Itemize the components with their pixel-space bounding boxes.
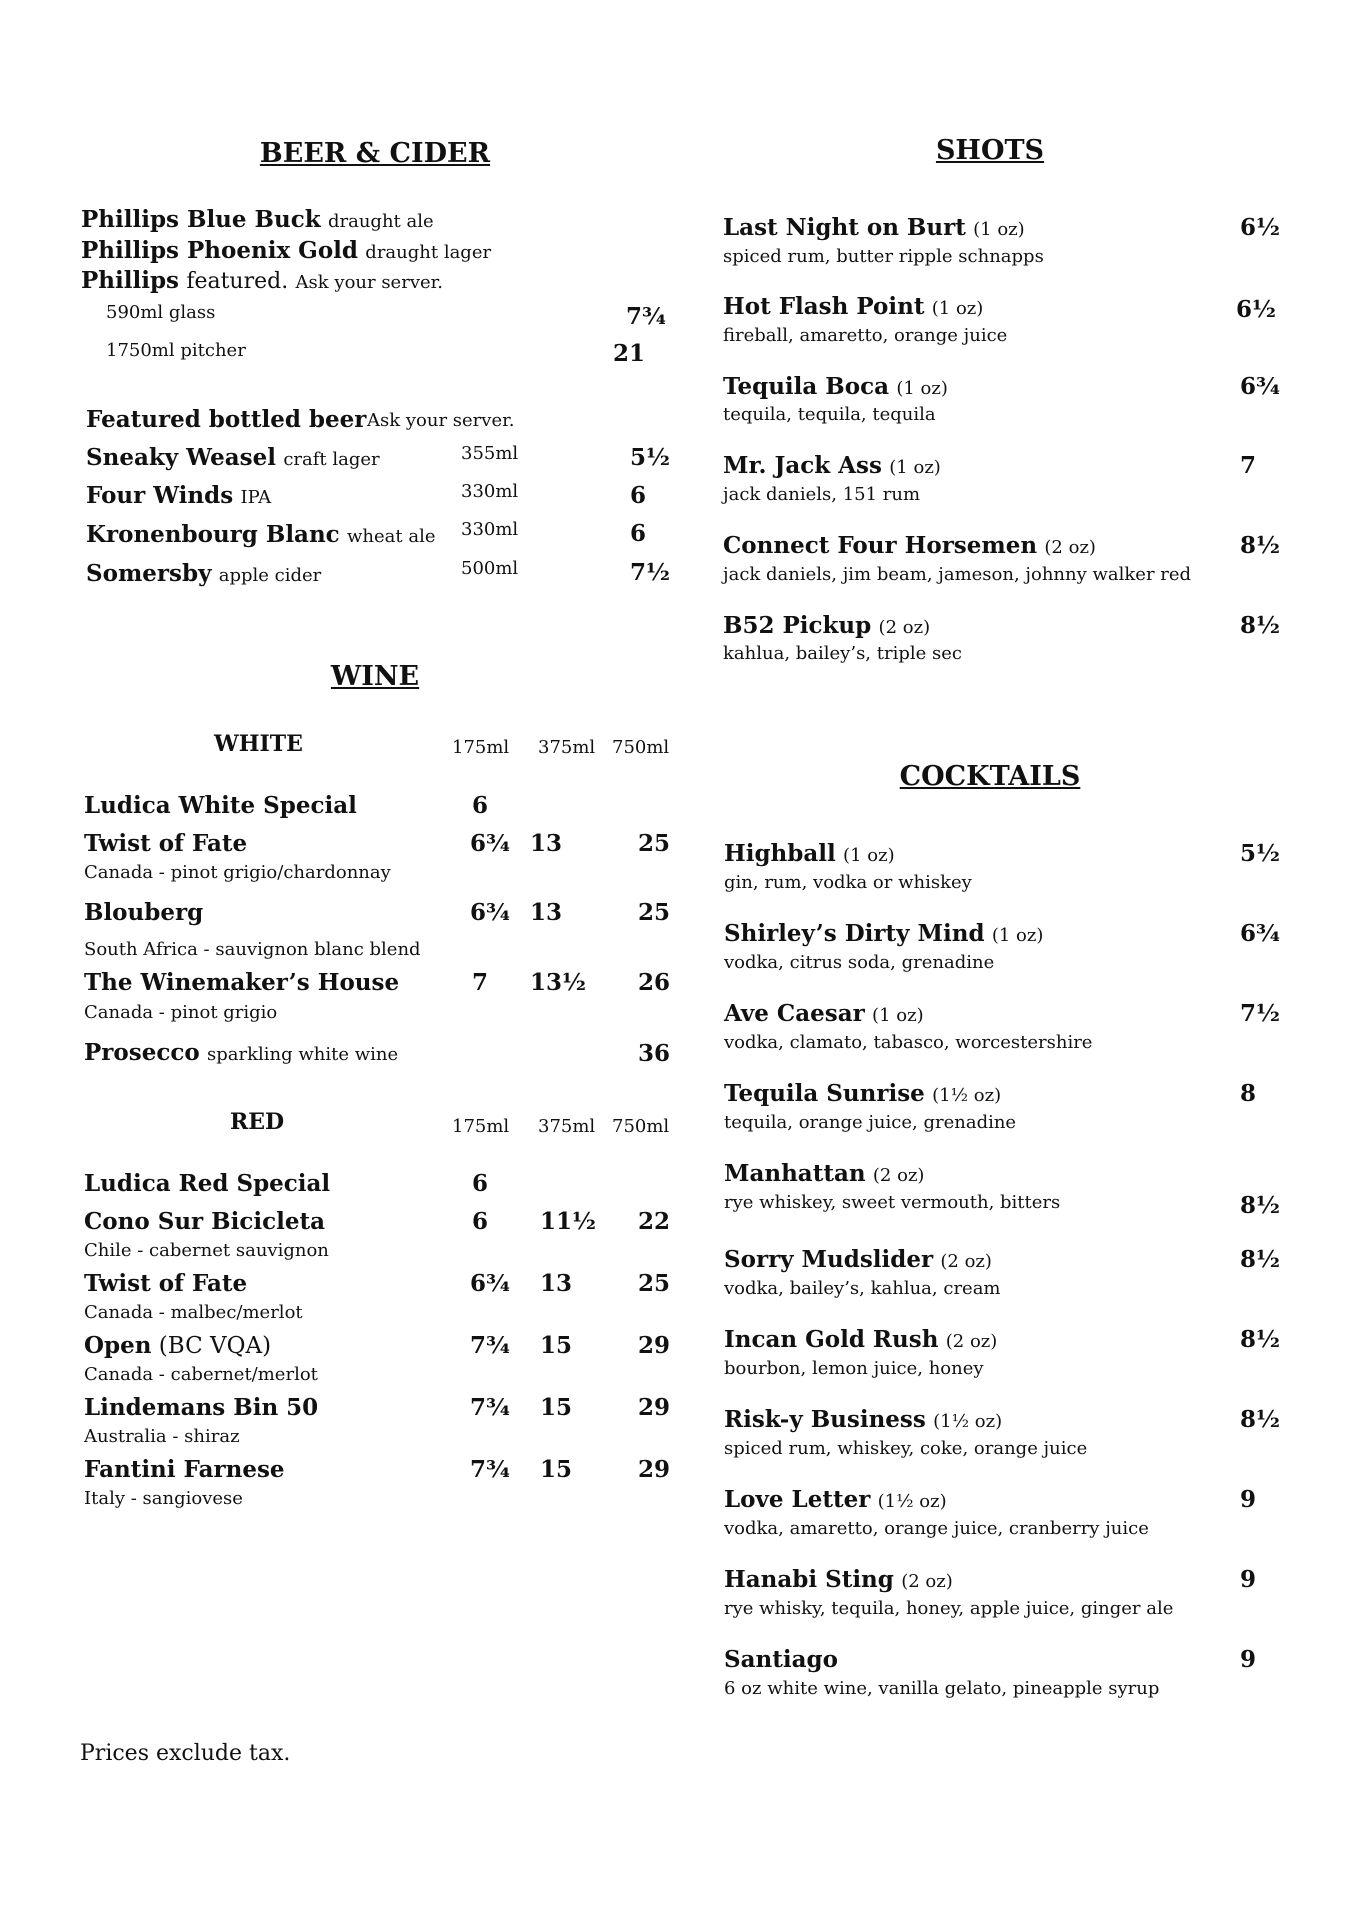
cocktail-size: (2 oz) — [901, 1571, 953, 1592]
cocktail-desc: bourbon, lemon juice, honey — [724, 1358, 984, 1379]
cocktail-price: 9 — [1240, 1486, 1257, 1513]
wine-price-175: 6 — [472, 1208, 489, 1235]
wine-price-175: 7¾ — [470, 1332, 510, 1359]
beer-heading: BEER & CIDER — [259, 138, 491, 169]
cocktail-desc: vodka, amaretto, orange juice, cranberry juice — [724, 1518, 1149, 1539]
bottled-desc: craft lager — [283, 449, 380, 470]
wine-price-175: 6¾ — [470, 899, 510, 926]
wine-price-375: 15 — [540, 1332, 573, 1359]
white-label: WHITE — [214, 731, 303, 757]
cocktail-desc: tequila, orange juice, grenadine — [724, 1112, 1017, 1133]
cocktail-size: (1 oz) — [872, 1005, 924, 1026]
col-375: 375ml — [538, 1116, 596, 1137]
wine-heading: WINE — [330, 661, 420, 692]
col-750: 750ml — [612, 1116, 670, 1137]
bottled-price: 6 — [630, 520, 647, 547]
draught-name: Phillips Blue Buck — [81, 206, 321, 233]
cocktail-name: Incan Gold Rush — [724, 1326, 939, 1353]
cocktail-name: Risk-y Business — [724, 1406, 926, 1433]
cocktail-desc: vodka, citrus soda, grenadine — [724, 952, 995, 973]
cocktail-price: 8½ — [1240, 1406, 1280, 1433]
shot-size: (2 oz) — [1044, 537, 1096, 558]
col-375: 375ml — [538, 737, 596, 758]
wine-origin: Chile - cabernet sauvignon — [84, 1240, 329, 1261]
bottled-desc: apple cider — [218, 565, 322, 586]
wine-name: Cono Sur Bicicleta — [84, 1208, 325, 1235]
wine-price-175: 6 — [472, 1170, 489, 1197]
wine-price-375: 15 — [540, 1456, 573, 1483]
wine-origin: Canada - pinot grigio — [84, 1002, 278, 1023]
cocktail-name: Manhattan — [724, 1160, 866, 1187]
bottled-name: Somersby — [86, 560, 212, 587]
wine-price-375: 13 — [530, 899, 563, 926]
draught-item — [81, 206, 434, 233]
cocktail-size: (1 oz) — [991, 925, 1044, 946]
wine-price-175: 7¾ — [470, 1456, 510, 1483]
wine-price-175: 7 — [472, 969, 489, 996]
cocktail-desc: 6 oz white wine, vanilla gelato, pineapple syrup — [724, 1678, 1160, 1699]
shot-name: B52 Pickup — [723, 612, 872, 639]
col-175: 175ml — [452, 737, 510, 758]
shot-name: Last Night on Burt — [723, 214, 966, 241]
draught-name: Phillips — [81, 267, 179, 294]
cocktails-heading: COCKTAILS — [899, 761, 1081, 792]
cocktail-desc: vodka, clamato, tabasco, worcestershire — [724, 1032, 1093, 1053]
cocktail-price: 7½ — [1240, 1000, 1280, 1027]
bottled-desc: wheat ale — [347, 526, 436, 547]
cocktail-name: Shirley’s Dirty Mind — [724, 920, 985, 947]
wine-price-750: 26 — [638, 969, 671, 996]
cocktail-size: (1½ oz) — [933, 1411, 1003, 1432]
wine-origin: Canada - cabernet/merlot — [84, 1364, 318, 1385]
wine-price-750: 36 — [638, 1040, 671, 1067]
cocktail-desc: spiced rum, whiskey, coke, orange juice — [724, 1438, 1088, 1459]
wine-desc: sparkling white wine — [207, 1044, 399, 1065]
wine-price-375: 11½ — [540, 1208, 596, 1235]
size-price: 21 — [613, 340, 646, 367]
shot-name: Hot Flash Point — [723, 293, 925, 320]
wine-price-750: 29 — [638, 1332, 671, 1359]
wine-name: Lindemans Bin 50 — [84, 1394, 319, 1421]
bottled-size: 330ml — [461, 519, 519, 540]
shot-size: (1 oz) — [896, 378, 948, 399]
wine-name: Twist of Fate — [84, 1270, 248, 1297]
shot-desc: kahlua, bailey’s, triple sec — [723, 643, 962, 664]
wine-name: Blouberg — [84, 899, 204, 926]
wine-origin: Canada - pinot grigio/chardonnay — [84, 862, 391, 883]
cocktail-price: 5½ — [1240, 840, 1280, 867]
wine-price-175: 6 — [472, 792, 489, 819]
cocktail-price: 6¾ — [1240, 920, 1280, 947]
wine-name: Prosecco — [84, 1039, 200, 1066]
shot-size: (2 oz) — [878, 617, 931, 638]
wine-price-375: 13 — [530, 830, 563, 857]
shot-name: Mr. Jack Ass — [723, 452, 882, 479]
cocktail-name: Tequila Sunrise — [724, 1080, 925, 1107]
bottled-name: Kronenbourg Blanc — [86, 521, 340, 548]
wine-extra: (BC VQA) — [158, 1333, 272, 1359]
wine-price-175: 7¾ — [470, 1394, 510, 1421]
size-price: 7¾ — [626, 303, 666, 330]
wine-name: Ludica White Special — [84, 792, 357, 819]
draught-name: Phillips Phoenix Gold — [81, 237, 358, 264]
draught-desc: featured. — [186, 269, 289, 294]
cocktail-name: Ave Caesar — [724, 1000, 865, 1027]
wine-price-750: 22 — [638, 1208, 671, 1235]
shot-price: 6½ — [1240, 214, 1280, 241]
cocktail-price: 8 — [1240, 1080, 1257, 1107]
bottled-size: 500ml — [461, 558, 519, 579]
cocktail-price: 8½ — [1240, 1192, 1280, 1219]
bottled-label: Featured bottled beer — [86, 406, 367, 433]
cocktail-size: (2 oz) — [872, 1165, 925, 1186]
cocktail-name: Highball — [724, 840, 836, 867]
cocktail-size: (1 oz) — [843, 845, 895, 866]
cocktail-price: 9 — [1240, 1566, 1257, 1593]
shot-desc: jack daniels, 151 rum — [723, 484, 921, 505]
shot-desc: spiced rum, butter ripple schnapps — [723, 246, 1044, 267]
wine-origin: South Africa - sauvignon blanc blend — [84, 939, 421, 960]
cocktail-desc: rye whisky, tequila, honey, apple juice, ginger ale — [724, 1598, 1174, 1619]
cocktail-name: Love Letter — [724, 1486, 871, 1513]
bottled-price: 6 — [630, 482, 647, 509]
draught-desc: draught ale — [327, 211, 434, 232]
wine-price-175: 6¾ — [470, 1270, 510, 1297]
shot-size: (1 oz) — [889, 457, 941, 478]
cocktail-price: 9 — [1240, 1646, 1257, 1673]
wine-price-750: 29 — [638, 1456, 671, 1483]
size-label: 590ml glass — [106, 302, 216, 323]
wine-name: Open — [84, 1332, 152, 1359]
wine-price-375: 15 — [540, 1394, 573, 1421]
shot-desc: jack daniels, jim beam, jameson, johnny walker red — [723, 564, 1192, 585]
cocktail-name: Sorry Mudslider — [724, 1246, 934, 1273]
shot-name: Connect Four Horsemen — [723, 532, 1038, 559]
shot-price: 6¾ — [1240, 373, 1280, 400]
wine-price-375: 13½ — [530, 969, 586, 996]
wine-price-750: 25 — [638, 830, 671, 857]
wine-origin: Canada - malbec/merlot — [84, 1302, 303, 1323]
wine-name: The Winemaker’s House — [84, 969, 400, 996]
bottled-name: Four Winds — [86, 482, 234, 509]
cocktail-name: Hanabi Sting — [724, 1566, 894, 1593]
bottled-price: 5½ — [630, 444, 670, 471]
bottled-note: Ask your server. — [367, 410, 515, 431]
wine-name: Twist of Fate — [84, 830, 248, 857]
cocktail-size: (1½ oz) — [877, 1491, 947, 1512]
footer-note: Prices exclude tax. — [80, 1741, 291, 1766]
shot-size: (1 oz) — [931, 298, 984, 319]
bottled-size: 355ml — [461, 443, 519, 464]
bottled-name: Sneaky Weasel — [86, 444, 276, 471]
draught-note: Ask your server. — [295, 272, 443, 293]
cocktail-price: 8½ — [1240, 1326, 1280, 1353]
wine-price-750: 29 — [638, 1394, 671, 1421]
cocktail-price: 8½ — [1240, 1246, 1280, 1273]
bottled-price: 7½ — [630, 559, 670, 586]
red-label: RED — [230, 1109, 285, 1135]
draught-item — [81, 237, 491, 264]
bottled-size: 330ml — [461, 481, 519, 502]
wine-name: Ludica Red Special — [84, 1170, 331, 1197]
bottled-desc: IPA — [240, 487, 272, 508]
wine-price-750: 25 — [638, 899, 671, 926]
shot-price: 7 — [1240, 452, 1257, 479]
wine-name: Fantini Farnese — [84, 1456, 285, 1483]
cocktail-desc: vodka, bailey’s, kahlua, cream — [724, 1278, 1001, 1299]
cocktail-size: (1½ oz) — [932, 1085, 1002, 1106]
shots-heading: SHOTS — [935, 135, 1045, 166]
shot-price: 8½ — [1240, 532, 1280, 559]
shot-desc: tequila, tequila, tequila — [723, 404, 936, 425]
cocktail-desc: gin, rum, vodka or whiskey — [724, 872, 972, 893]
wine-price-175: 6¾ — [470, 830, 510, 857]
size-label: 1750ml pitcher — [106, 340, 246, 361]
draught-desc: draught lager — [365, 242, 492, 263]
cocktail-size: (2 oz) — [940, 1251, 992, 1272]
shot-price: 6½ — [1236, 296, 1276, 323]
shot-price: 8½ — [1240, 612, 1280, 639]
shot-size: (1 oz) — [973, 219, 1025, 240]
cocktail-size: (2 oz) — [945, 1331, 998, 1352]
wine-origin: Italy - sangiovese — [84, 1488, 243, 1509]
draught-item — [81, 267, 443, 294]
shot-desc: fireball, amaretto, orange juice — [723, 325, 1008, 346]
wine-origin: Australia - shiraz — [84, 1426, 240, 1447]
cocktail-desc: rye whiskey, sweet vermouth, bitters — [724, 1192, 1061, 1213]
cocktail-name: Santiago — [724, 1646, 838, 1673]
col-750: 750ml — [612, 737, 670, 758]
wine-price-375: 13 — [540, 1270, 573, 1297]
wine-price-750: 25 — [638, 1270, 671, 1297]
shot-name: Tequila Boca — [723, 373, 889, 400]
col-175: 175ml — [452, 1116, 510, 1137]
